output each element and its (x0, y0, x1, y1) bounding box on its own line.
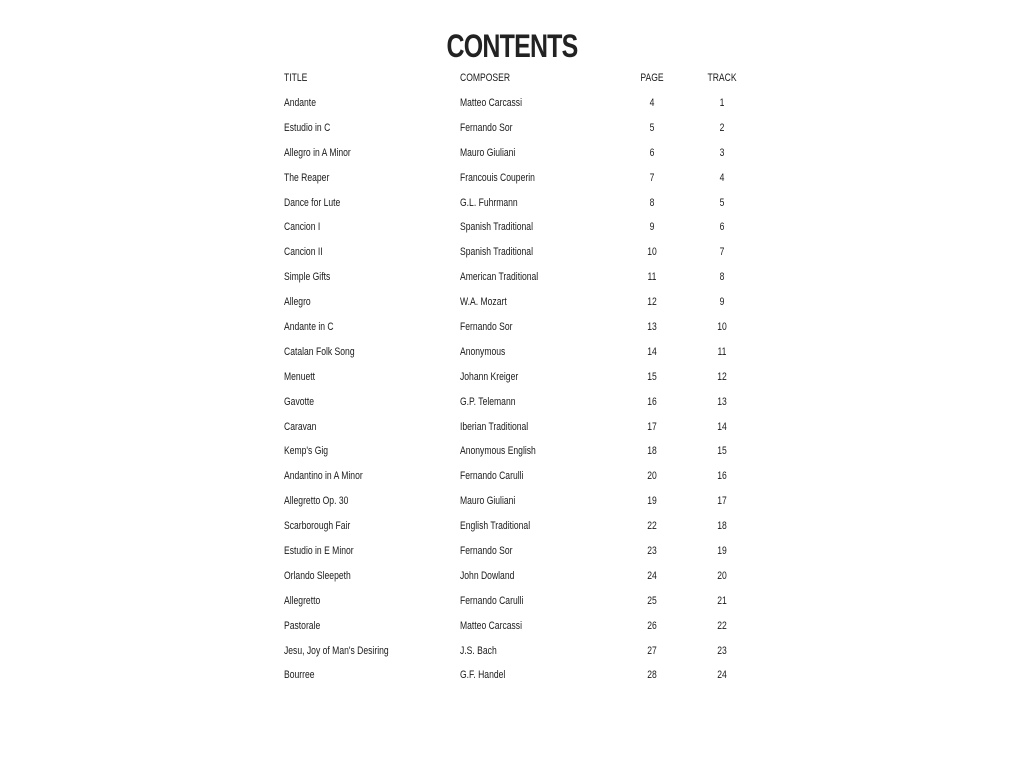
table-header (284, 70, 764, 95)
entry-composer: Francouis Couperin (460, 171, 535, 184)
entry-title: Scarborough Fair (284, 520, 351, 533)
entry-track: 12 (717, 370, 727, 383)
table-row (284, 269, 764, 294)
entry-composer: Fernando Carulli (460, 594, 524, 607)
entry-title: Simple Gifts (284, 271, 331, 284)
entry-page: 27 (647, 644, 657, 657)
entry-composer: G.L. Fuhrmann (460, 196, 518, 209)
entry-page: 22 (647, 520, 657, 533)
table-row (284, 468, 764, 493)
entry-title: Caravan (284, 420, 317, 433)
entry-page: 15 (647, 370, 657, 383)
page-title: CONTENTS (446, 28, 578, 64)
entry-title: Pastorale (284, 619, 321, 632)
entry-composer: Spanish Traditional (460, 246, 533, 259)
entry-page: 26 (647, 619, 657, 632)
table-row (284, 120, 764, 145)
table-row (284, 419, 764, 444)
entry-track: 1 (719, 97, 725, 109)
entry-page: 7 (649, 171, 655, 184)
table-row (284, 568, 764, 593)
entry-page: 8 (649, 196, 655, 209)
table-row (284, 593, 764, 618)
table-row (284, 95, 764, 120)
entry-title: Allegro in A Minor (284, 146, 351, 159)
header-title: TITLE (284, 72, 308, 84)
entry-track: 15 (717, 445, 727, 458)
entry-track: 20 (717, 569, 727, 582)
table-body (284, 95, 764, 692)
entry-title: Estudio in E Minor (284, 545, 354, 558)
table-row (284, 643, 764, 668)
table-row (284, 195, 764, 220)
entry-track: 19 (717, 545, 727, 558)
entry-page: 16 (647, 395, 657, 408)
entry-title: Kemp's Gig (284, 445, 329, 458)
entry-page: 6 (649, 146, 655, 159)
table-row (284, 618, 764, 643)
entry-composer: Matteo Carcassi (460, 619, 522, 632)
table-row (284, 145, 764, 170)
entry-page: 10 (647, 246, 657, 259)
entry-composer: Anonymous English (460, 445, 536, 458)
table-row (284, 543, 764, 568)
entry-title: Gavotte (284, 395, 315, 408)
entry-composer: Fernando Carulli (460, 470, 524, 483)
entry-track: 3 (719, 146, 725, 159)
header-track: TRACK (707, 72, 737, 84)
table-row (284, 344, 764, 369)
header-composer: COMPOSER (460, 72, 511, 84)
entry-track: 23 (717, 644, 727, 657)
entry-page: 5 (649, 121, 655, 134)
entry-composer: Spanish Traditional (460, 221, 533, 234)
entry-track: 2 (719, 121, 725, 134)
table-row (284, 219, 764, 244)
entry-title: Orlando Sleepeth (284, 569, 351, 582)
entry-track: 17 (717, 495, 727, 508)
entry-track: 14 (717, 420, 727, 433)
entry-page: 14 (647, 345, 657, 358)
entry-title: Estudio in C (284, 121, 331, 134)
entry-page: 4 (649, 97, 655, 109)
entry-title: The Reaper (284, 171, 330, 184)
entry-composer: Johann Kreiger (460, 370, 519, 383)
entry-track: 5 (719, 196, 725, 209)
entry-composer: G.F. Handel (460, 669, 506, 682)
entry-page: 13 (647, 321, 657, 334)
entry-track: 18 (717, 520, 727, 533)
entry-title: Allegro (284, 296, 311, 309)
contents-table (284, 70, 764, 692)
entry-composer: Mauro Giuliani (460, 146, 516, 159)
entry-composer: W.A. Mozart (460, 296, 507, 309)
entry-title: Allegretto (284, 594, 321, 607)
entry-title: Allegretto Op. 30 (284, 495, 349, 508)
entry-composer: G.P. Telemann (460, 395, 516, 408)
entry-page: 28 (647, 669, 657, 682)
entry-composer: Matteo Carcassi (460, 97, 522, 109)
entry-track: 24 (717, 669, 727, 682)
entry-composer: Fernando Sor (460, 545, 513, 558)
entry-composer: Mauro Giuliani (460, 495, 516, 508)
entry-track: 8 (719, 271, 725, 284)
entry-track: 9 (719, 296, 725, 309)
entry-title: Catalan Folk Song (284, 345, 355, 358)
entry-composer: John Dowland (460, 569, 515, 582)
entry-page: 25 (647, 594, 657, 607)
entry-title: Cancion I (284, 221, 321, 234)
table-row (284, 443, 764, 468)
entry-page: 11 (647, 271, 657, 284)
entry-composer: Fernando Sor (460, 321, 513, 334)
entry-track: 10 (717, 321, 727, 334)
table-row (284, 493, 764, 518)
entry-composer: Anonymous (460, 345, 506, 358)
entry-page: 17 (647, 420, 657, 433)
entry-track: 16 (717, 470, 727, 483)
entry-page: 24 (647, 569, 657, 582)
entry-page: 23 (647, 545, 657, 558)
entry-track: 7 (719, 246, 725, 259)
entry-title: Jesu, Joy of Man's Desiring (284, 644, 389, 657)
entry-title: Andantino in A Minor (284, 470, 363, 483)
entry-composer: J.S. Bach (460, 644, 497, 657)
entry-page: 12 (647, 296, 657, 309)
table-row (284, 319, 764, 344)
entry-track: 11 (717, 345, 727, 358)
entry-track: 13 (717, 395, 727, 408)
entry-composer: American Traditional (460, 271, 539, 284)
entry-title: Bourree (284, 669, 315, 682)
entry-page: 18 (647, 445, 657, 458)
entry-title: Andante (284, 97, 316, 109)
header-page: PAGE (640, 72, 664, 84)
entry-title: Cancion II (284, 246, 323, 259)
table-row (284, 294, 764, 319)
entry-track: 22 (717, 619, 727, 632)
entry-page: 20 (647, 470, 657, 483)
entry-track: 6 (719, 221, 725, 234)
entry-composer: Iberian Traditional (460, 420, 529, 433)
entry-track: 21 (717, 594, 727, 607)
entry-title: Andante in C (284, 321, 334, 334)
entry-page: 19 (647, 495, 657, 508)
entry-title: Menuett (284, 370, 316, 383)
entry-composer: English Traditional (460, 520, 531, 533)
table-row (284, 518, 764, 543)
table-row (284, 394, 764, 419)
table-row (284, 170, 764, 195)
table-row (284, 369, 764, 394)
entry-page: 9 (649, 221, 655, 234)
entry-composer: Fernando Sor (460, 121, 513, 134)
table-row (284, 667, 764, 692)
entry-track: 4 (719, 171, 725, 184)
table-row (284, 244, 764, 269)
entry-title: Dance for Lute (284, 196, 341, 209)
